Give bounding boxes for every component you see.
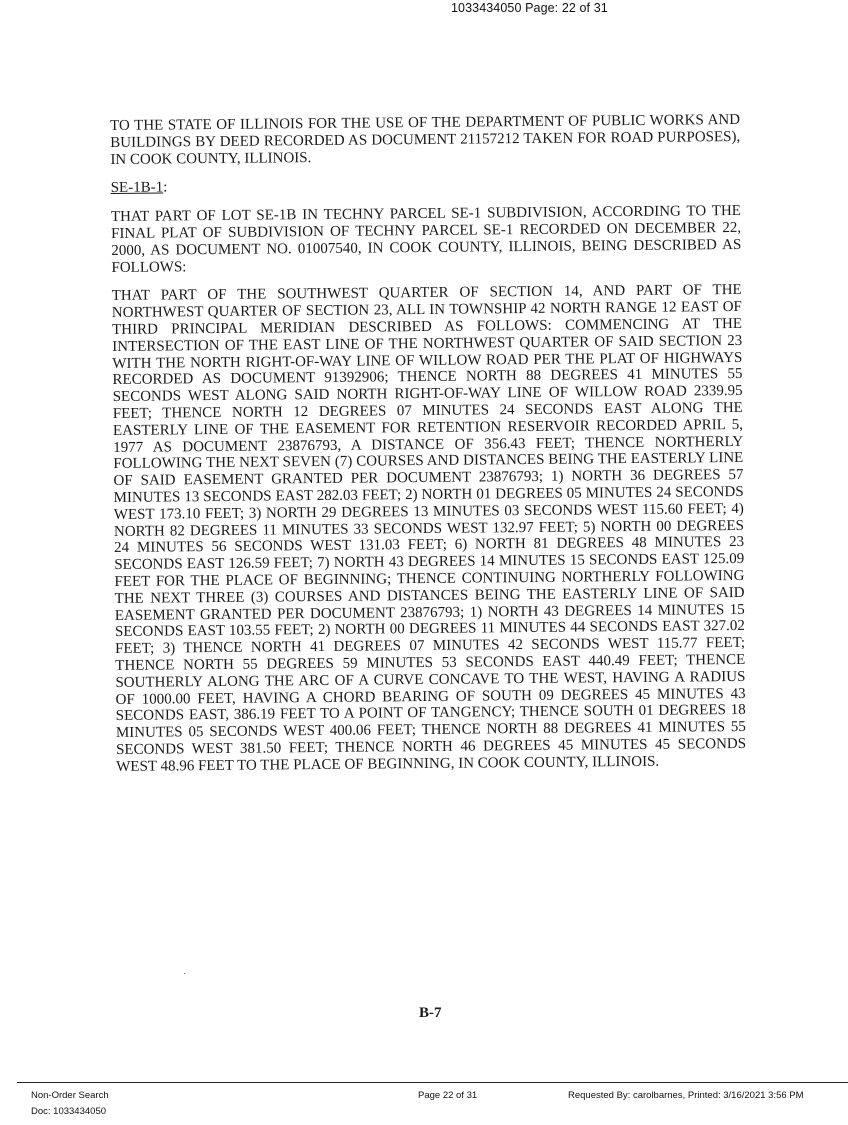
- footer-divider: [17, 1082, 848, 1083]
- description-paragraph: THAT PART OF THE SOUTHWEST QUARTER OF SECTION 14, AND PART OF THE NORTHWEST QUARTER OF SECTION 23, ALL IN TOWNSHIP 42 NORTH RANGE 12 EAST OF THIRD PRINCIPAL MERIDIAN DESCRIBED AS FOLLOWS: COMMENCING AT THE INTERSECTION OF THE EAST LINE OF THE NORTHWEST QUARTER OF SAID SECTION 23 WITH THE NORTH RIGHT-OF-WAY LINE OF WILLOW ROAD PER THE PLAT OF HIGHWAYS RECORDED AS DOCUMENT 91392906; THENCE NORTH 88 DEGREES 41 MINUTES 55 SECONDS WEST ALONG SAID NORTH RIGHT-OF-WAY LINE OF WILLOW ROAD 2339.95 FEET; THENCE NORTH 12 DEGREES 07 MINUTES 24 SECONDS EAST ALONG THE EASTERLY LINE OF THE EASEMENT FOR RETENTION RESERVOIR RECORDED APRIL 5, 1977 AS DOCUMENT 23876793, A DISTANCE OF 356.43 FEET; THENCE NORTHERLY FOLLOWING THE NEXT SEVEN (7) COURSES AND DISTANCES BEING THE EASTERLY LINE OF SAID EASEMENT GRANTED PER DOCUMENT 23876793; 1) NORTH 36 DEGREES 57 MINUTES 13 SECONDS EAST 282.03 FEET; 2) NORTH 01 DEGREES 05 MINUTES 24 SECONDS WEST 173.10 FEET; 3) NORTH 29 DEGREES 13 MINUTES 03 SECONDS WEST 115.60 FEET; 4) NORTH 82 DEGREES 11 MINUTES 33 SECONDS WEST 132.97 FEET; 5) NORTH 00 DEGREES 24 MINUTES 56 SECONDS WEST 131.03 FEET; 6) NORTH 81 DEGREES 48 MINUTES 23 SECONDS EAST 126.59 FEET; 7) NORTH 43 DEGREES 14 MINUTES 15 SECONDS EAST 125.09 FEET FOR THE PLACE OF BEGINNING; THENCE CONTINUING NORTHERLY FOLLOWING THE NEXT THREE (3) COURSES AND DISTANCES BEING THE EASTERLY LINE OF SAID EASEMENT GRANTED PER DOCUMENT 23876793; 1) NORTH 43 DEGREES 14 MINUTES 15 SECONDS EAST 103.55 FEET; 2) NORTH 00 DEGREES 11 MINUTES 44 SECONDS EAST 327.02 FEET; 3) THENCE NORTH 41 DEGREES 07 MINUTES 42 SECONDS WEST 115.77 FEET; THENCE NORTH 55 DEGREES 59 MINUTES 53 SECONDS EAST 440.49 FEET; THENCE SOUTHERLY ALONG THE ARC OF A CURVE CONCAVE TO THE WEST, HAVING A RADIUS OF 1000.00 FEET, HAVING A CHORD BEARING OF SOUTH 09 DEGREES 45 MINUTES 43 SECONDS EAST, 386.19 FEET TO A POINT OF TANGENCY; THENCE SOUTH 01 DEGREES 18 MINUTES 05 SECONDS WEST 400.06 FEET; THENCE NORTH 88 DEGREES 41 MINUTES 55 SECONDS WEST 381.50 FEET; THENCE NORTH 46 DEGREES 45 MINUTES 45 SECONDS WEST 48.96 FEET TO THE PLACE OF BEGINNING, IN COOK COUNTY, ILLINOIS.: [111, 282, 747, 775]
- footer-search-type: Non-Order Search: [31, 1090, 109, 1101]
- document-page-stamp: 1033434050 Page: 22 of 31: [451, 1, 608, 15]
- footer-requested-by: Requested By: carolbarnes, Printed: 3/16/2021 3:56 PM: [568, 1090, 804, 1101]
- section-heading-line: [111, 174, 741, 197]
- section-heading: SE-1B-1: [110, 179, 164, 197]
- lot-paragraph: THAT PART OF LOT SE-1B IN TECHNY PARCEL SE-1 SUBDIVISION, ACCORDING TO THE FINAL PLAT OF SUBDIVISION OF TECHNY PARCEL SE-1 RECORDED ON DECEMBER 22, 2000, AS DOCUMENT NO. 01007540, IN COOK COUNTY, ILLINOIS, BEING DESCRIBED AS FOLLOWS:: [110, 203, 742, 276]
- scan-speck: [184, 973, 185, 974]
- exhibit-page-number: B-7: [419, 1005, 442, 1021]
- intro-paragraph: TO THE STATE OF ILLINOIS FOR THE USE OF THE DEPARTMENT OF PUBLIC WORKS AND BUILDINGS BY DEED RECORDED AS DOCUMENT 21157212 TAKEN FOR ROAD PURPOSES), IN COOK COUNTY, ILLINOIS.: [110, 111, 741, 168]
- legal-description-body: [110, 112, 746, 788]
- footer-doc-number: Doc: 1033434050: [31, 1106, 107, 1117]
- footer-page-count: Page 22 of 31: [418, 1090, 478, 1101]
- section-heading-colon: :: [163, 179, 168, 196]
